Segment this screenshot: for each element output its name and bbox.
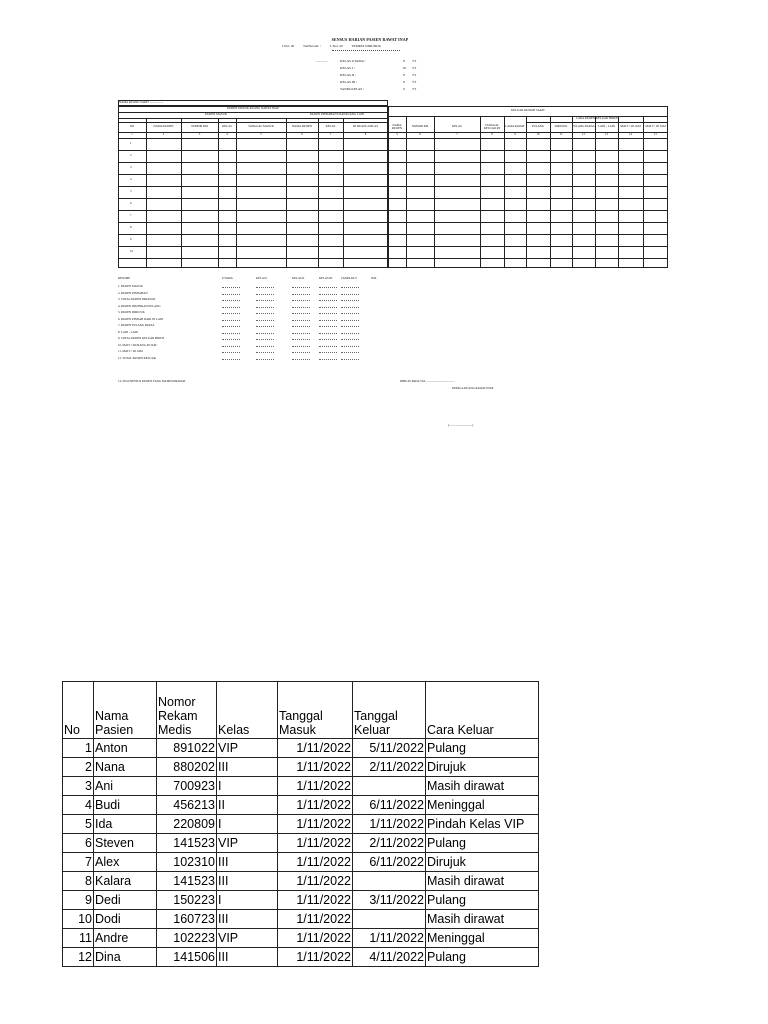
cell-nama-pasien: Ida (94, 815, 157, 834)
resume-blank (292, 333, 310, 334)
form-row-number: 6 (130, 201, 132, 205)
table-row (63, 910, 539, 929)
grid-line (118, 198, 668, 199)
patient-table (62, 681, 539, 967)
form-col-header-left: NAMA PASIEN (292, 124, 312, 129)
form-col-header-left: KELAS (222, 124, 232, 129)
table-row (63, 834, 539, 853)
table-row (63, 929, 539, 948)
resume-item: 10. MATI < KURANG 48 JAM (118, 342, 157, 347)
cell-nama-pasien: Dina (94, 948, 157, 967)
grid-line (118, 112, 388, 113)
resume-blank (222, 352, 240, 353)
resume-blank (292, 346, 310, 347)
cell-no: 10 (63, 910, 94, 929)
cell-tanggal-keluar: 2/11/2022 (353, 758, 426, 777)
cell-cara-keluar: Pulang (426, 948, 539, 967)
resume-blank (341, 287, 359, 288)
resume-blank (341, 300, 359, 301)
resume-blank (341, 352, 359, 353)
cell-tanggal-keluar (353, 777, 426, 796)
table-row (63, 853, 539, 872)
resume-blank (341, 294, 359, 295)
form-col-number-left: 2 (162, 132, 165, 137)
cell-cara-keluar: Pulang (426, 739, 539, 758)
cell-tanggal-masuk: 1/11/2022 (278, 739, 353, 758)
grid-line (118, 122, 388, 123)
resume-blank (341, 339, 359, 340)
cell-tanggal-masuk: 1/11/2022 (278, 815, 353, 834)
cell-tanggal-keluar (353, 910, 426, 929)
cell-tanggal-masuk: 1/11/2022 (278, 872, 353, 891)
resume-blank (256, 294, 274, 295)
resume-blank (341, 313, 359, 314)
form-col-header-right: LAMA RAWAT (505, 124, 525, 129)
header-tanggal-keluar: Tanggal Keluar (353, 682, 426, 739)
resume-blank (256, 307, 274, 308)
resume-item: 2. PASIEN PINDAHAN (118, 290, 148, 295)
resume-blank (341, 320, 359, 321)
form-row-number: 7 (130, 213, 132, 217)
grid-line (118, 210, 668, 211)
grid-line (118, 174, 668, 175)
section-keluar: KELUAR RUMAH SAKIT (511, 108, 545, 113)
form-col-header-right: PULANG PAKSA (572, 124, 595, 129)
header-cara-keluar: Cara Keluar (426, 682, 539, 739)
cell-nomor-rekam-medis: 891022 (157, 739, 217, 758)
cell-nomor-rekam-medis: 141523 (157, 834, 217, 853)
resume-blank (222, 313, 240, 314)
form-col-number-left: 1 (131, 132, 133, 137)
cell-kelas: I (217, 777, 278, 796)
cell-nama-pasien: Dedi (94, 891, 157, 910)
grid-line (118, 150, 668, 151)
form-row-number: 10 (130, 249, 133, 253)
resume-item: 12. TOTAL PASIEN KELUAR (118, 355, 156, 360)
kelas-row: KELAS I : 18 TT (340, 66, 417, 71)
cell-kelas: III (217, 872, 278, 891)
resume-blank (319, 294, 337, 295)
resume-blank (292, 313, 310, 314)
resume-blank (319, 300, 337, 301)
resume-blank (222, 294, 240, 295)
form-col-number-left: 8 (364, 132, 367, 137)
cell-nomor-rekam-medis: 700923 (157, 777, 217, 796)
cell-no: 7 (63, 853, 94, 872)
table-row (63, 948, 539, 967)
form-col-header-left: DI RUANG KELAS (353, 124, 378, 129)
cell-cara-keluar: Masih dirawat (426, 777, 539, 796)
resume-last-item: 14. SISA/SENTUS PASIEN YANG MASIH DIRAWAT (118, 379, 186, 383)
resume-item: 8. LAIN - LAIN (118, 329, 138, 334)
cell-tanggal-keluar: 1/11/2022 (353, 815, 426, 834)
cell-no: 4 (63, 796, 94, 815)
resume-blank (341, 359, 359, 360)
cell-tanggal-masuk: 1/11/2022 (278, 777, 353, 796)
grid-line (118, 258, 668, 259)
form-row-number: 1 (130, 141, 132, 145)
form-row-number: 9 (130, 237, 132, 241)
table-row (63, 758, 539, 777)
form-col-number-right: 11 (559, 132, 563, 137)
form-col-number-right: 13 (605, 132, 608, 137)
form-col-number-right: 14 (629, 132, 632, 137)
grid-line (118, 138, 668, 139)
resume-col-jml: JML (371, 276, 377, 280)
kelas-row: TANPA KELAS : 0 TT (340, 86, 417, 91)
table-row (63, 815, 539, 834)
form-col-header-right: MATI > 48 JAM (645, 124, 666, 129)
form-row-number: 5 (130, 189, 132, 193)
cell-nama-pasien: Kalara (94, 872, 157, 891)
cell-kelas: I (217, 815, 278, 834)
form-col-number-left: 3 (198, 132, 201, 137)
form-col-header-right: NAMA PASIEN (391, 122, 403, 130)
cell-tanggal-keluar: 4/11/2022 (353, 948, 426, 967)
cell-kelas: III (217, 853, 278, 872)
form-col-header-left: NAMA PASIEN (153, 124, 174, 129)
resume-col-utama: UTAMA (222, 276, 233, 280)
form-row-number: 3 (130, 165, 132, 169)
cell-no: 12 (63, 948, 94, 967)
grid-line (118, 234, 668, 235)
resume-item: 6. PASIEN PINDAH DARI IN LAIN (118, 316, 164, 321)
cell-no: 6 (63, 834, 94, 853)
resume-blank (256, 333, 274, 334)
cell-tanggal-masuk: 1/11/2022 (278, 758, 353, 777)
cell-cara-keluar: Dirujuk (426, 758, 539, 777)
header-end-date: L.Nov 20 (329, 44, 343, 48)
form-row-number: 4 (130, 177, 132, 181)
resume-item: 4. PASIEN DIIZINKAN PULANG (118, 303, 161, 308)
resume-blank (256, 359, 274, 360)
form-row-number: 2 (130, 153, 132, 157)
form-col-number-right: 15 (654, 132, 657, 137)
resume-blank (319, 313, 337, 314)
cell-tanggal-masuk: 1/11/2022 (278, 796, 353, 815)
resume-blank (222, 307, 240, 308)
resume-blank (222, 339, 240, 340)
cell-tanggal-masuk: 1/11/2022 (278, 910, 353, 929)
cell-kelas: I (217, 891, 278, 910)
resume-item: 3. TOTAL PASIEN DIRAWAT (118, 297, 156, 301)
cell-tanggal-masuk: 1/11/2022 (278, 834, 353, 853)
cell-tanggal-keluar: 6/11/2022 (353, 853, 426, 872)
resume-blank (319, 339, 337, 340)
cell-kelas: III (217, 758, 278, 777)
header-bed-label: TEMPAT DIDUDUK (351, 44, 381, 48)
cell-nama-pasien: Budi (94, 796, 157, 815)
form-col-header-right: MATI < 48 JAM (620, 124, 641, 129)
cell-nama-pasien: Andre (94, 929, 157, 948)
cell-no: 3 (63, 777, 94, 796)
resume-col-kelas3: KELAS III (319, 276, 333, 280)
table-row (63, 739, 539, 758)
resume-item: 9. TOTAL PASIEN KELUAR HIDUP (118, 336, 165, 340)
cell-cara-keluar: Meninggal (426, 796, 539, 815)
cell-tanggal-keluar: 3/11/2022 (353, 891, 426, 910)
cell-tanggal-masuk: 1/11/2022 (278, 929, 353, 948)
form-col-header-right: DIRUJUK (554, 124, 568, 129)
resume-blank (292, 307, 310, 308)
resume-header: RESUME (118, 276, 131, 280)
form-col-header-left: NO (129, 124, 135, 129)
sign-place: DIBUAT PADA TGL ..................................... (400, 379, 455, 383)
cell-tanggal-keluar: 5/11/2022 (353, 739, 426, 758)
resume-blank (222, 359, 240, 360)
sub-cara-keluar: CARA PASIEN KELUAR HIDUP (576, 116, 618, 121)
resume-blank (319, 346, 337, 347)
grid-line (118, 222, 668, 223)
cell-cara-keluar: Pulang (426, 834, 539, 853)
form-col-number-right: 9 (514, 132, 516, 137)
cell-cara-keluar: Dirujuk (426, 853, 539, 872)
resume-item: 7. PASIEN PULANG PAKSA (118, 323, 155, 327)
cell-kelas: III (217, 910, 278, 929)
cell-nomor-rekam-medis: 880202 (157, 758, 217, 777)
cell-kelas: III (217, 948, 278, 967)
resume-blank (292, 300, 310, 301)
cell-tanggal-masuk: 1/11/2022 (278, 948, 353, 967)
resume-blank (319, 359, 337, 360)
resume-blank (256, 326, 274, 327)
resume-blank (292, 326, 310, 327)
form-col-number-left: 7 (329, 132, 332, 137)
form-col-header-right: NOMOR RM (411, 124, 429, 129)
cell-nama-pasien: Dodi (94, 910, 157, 929)
cell-nomor-rekam-medis: 102223 (157, 929, 217, 948)
cell-nama-pasien: Anton (94, 739, 157, 758)
grid-line (118, 132, 668, 133)
kelas-row: KELAS III : 8 TT (340, 79, 417, 84)
resume-blank (319, 352, 337, 353)
form-row-number: 8 (130, 225, 132, 229)
cell-nomor-rekam-medis: 141523 (157, 872, 217, 891)
form-col-number-left: 5 (260, 132, 262, 137)
grid-line (118, 246, 668, 247)
grid-line (118, 118, 388, 119)
cell-no: 9 (63, 891, 94, 910)
header-start-date: J.Nov 20 (282, 44, 295, 48)
form-col-header-left: NOMOR RM (191, 124, 208, 129)
cell-cara-keluar: Masih dirawat (426, 872, 539, 891)
census-form-grid (118, 100, 668, 268)
cell-cara-keluar: Meninggal (426, 929, 539, 948)
cell-cara-keluar: Pindah Kelas VIP (426, 815, 539, 834)
sub-pindahan: PASIEN PINDAHAN DARI RUANG LAIN (309, 112, 365, 117)
cell-cara-keluar: Masih dirawat (426, 910, 539, 929)
grid-line (526, 122, 668, 123)
kelas-row: KELAS II : 8 TT (340, 72, 417, 77)
resume-blank (292, 320, 310, 321)
cell-tanggal-masuk: 1/11/2022 (278, 853, 353, 872)
header-tanggal-masuk: Tanggal Masuk (278, 682, 353, 739)
cell-cara-keluar: Pulang (426, 891, 539, 910)
kelas-row: .............. KELAS UTAMA : 8 TT (316, 59, 417, 64)
resume-blank (319, 307, 337, 308)
cell-tanggal-keluar: 1/11/2022 (353, 929, 426, 948)
cell-no: 11 (63, 929, 94, 948)
cell-nama-pasien: Steven (94, 834, 157, 853)
cell-nomor-rekam-medis: 141506 (157, 948, 217, 967)
table-row (63, 872, 539, 891)
resume-blank (256, 320, 274, 321)
resume-blank (319, 326, 337, 327)
grid-line (388, 116, 668, 117)
sign-name: (...............................) (448, 423, 474, 427)
resume-blank (292, 359, 310, 360)
resume-blank (256, 346, 274, 347)
form-col-number-left: 4 (226, 132, 228, 137)
resume-blank (341, 307, 359, 308)
header-nomor-rekam-medis: Nomor Rekam Medis (157, 682, 217, 739)
cell-no: 8 (63, 872, 94, 891)
table-row (63, 777, 539, 796)
form-col-number-right: 8 (491, 132, 493, 137)
resume-blank (256, 339, 274, 340)
table-header-row (63, 682, 539, 739)
resume-item: 1. PASIEN MASUK (118, 284, 143, 288)
resume-blank (256, 313, 274, 314)
resume-blank (256, 352, 274, 353)
form-col-number-right: 12 (582, 132, 585, 137)
grid-line (118, 162, 668, 163)
resume-blank (341, 326, 359, 327)
cell-tanggal-masuk: 1/11/2022 (278, 891, 353, 910)
form-col-header-left: TANGGAL MASUK (248, 124, 274, 129)
form-title: SENSUS HARIAN PASIEN RAWAT INAP (331, 37, 409, 42)
cell-tanggal-keluar: 6/11/2022 (353, 796, 426, 815)
header-kelas: Kelas (217, 682, 278, 739)
sub-masuk: PASIEN MASUK (205, 112, 227, 117)
form-col-header-right: PULANG (531, 124, 545, 129)
cell-no: 2 (63, 758, 94, 777)
resume-blank (222, 333, 240, 334)
resume-blank (222, 326, 240, 327)
cell-no: 5 (63, 815, 94, 834)
cell-kelas: VIP (217, 834, 278, 853)
cell-nama-pasien: Ani (94, 777, 157, 796)
form-col-header-right: KELAS (452, 124, 462, 129)
form-col-number-right: 7 (456, 132, 458, 137)
form-col-header-right: TANGGAL KELUAR RS (483, 122, 501, 130)
cell-kelas: VIP (217, 929, 278, 948)
cell-kelas: VIP (217, 739, 278, 758)
header-rule (332, 50, 400, 51)
cell-nomor-rekam-medis: 456213 (157, 796, 217, 815)
cell-nomor-rekam-medis: 220809 (157, 815, 217, 834)
form-col-number-left: 6 (301, 132, 303, 137)
cell-kelas: II (217, 796, 278, 815)
resume-blank (292, 287, 310, 288)
header-no: No (63, 682, 94, 739)
cell-tanggal-keluar: 2/11/2022 (353, 834, 426, 853)
form-col-header-right: LAIN - LAIN (598, 124, 615, 129)
header-nama-pasien: Nama Pasien (94, 682, 157, 739)
form-col-number-right: 10 (536, 132, 540, 137)
cell-nomor-rekam-medis: 102310 (157, 853, 217, 872)
resume-blank (256, 287, 274, 288)
resume-blank (341, 346, 359, 347)
resume-item: 11. MATI > 48 JAM (118, 349, 143, 353)
resume-blank (222, 320, 240, 321)
form-col-header-left: KELAS (325, 124, 336, 129)
resume-blank (222, 300, 240, 301)
resume-blank (341, 333, 359, 334)
cell-nomor-rekam-medis: 150223 (157, 891, 217, 910)
kelas-capacity-list (316, 58, 416, 92)
resume-col-tanpa: TANPA KLS (341, 276, 357, 280)
cell-nama-pasien: Alex (94, 853, 157, 872)
resume-item: 5. PASIEN DIRUJUK (118, 310, 145, 314)
sign-role: KEPALA RUANG RAWAT INAP (452, 386, 494, 390)
table-row (63, 796, 539, 815)
resume-blank (319, 320, 337, 321)
table-row (63, 891, 539, 910)
resume-col-kelas2: KELAS II (292, 276, 305, 280)
section-masuk: PASIEN MASUK RUANG RAWAT INAP (227, 106, 279, 111)
form-col-number-right: 5 (396, 132, 398, 137)
resume-blank (222, 346, 240, 347)
resume-blank (319, 333, 337, 334)
resume-blank (319, 287, 337, 288)
grid-line (118, 186, 668, 187)
header-date-label: TANGGAL : (303, 44, 321, 48)
form-col-number-right: 6 (419, 132, 421, 137)
resume-blank (292, 352, 310, 353)
resume-blank (256, 300, 274, 301)
form-header-line (282, 44, 389, 48)
ruang-label: NAMA RUANG SAKIT .................. (119, 100, 164, 105)
cell-nomor-rekam-medis: 160723 (157, 910, 217, 929)
resume-blank (292, 339, 310, 340)
resume-blank (222, 287, 240, 288)
cell-no: 1 (63, 739, 94, 758)
cell-nama-pasien: Nana (94, 758, 157, 777)
resume-blank (292, 294, 310, 295)
resume-col-kelas1: KELAS I (256, 276, 268, 280)
cell-tanggal-keluar (353, 872, 426, 891)
